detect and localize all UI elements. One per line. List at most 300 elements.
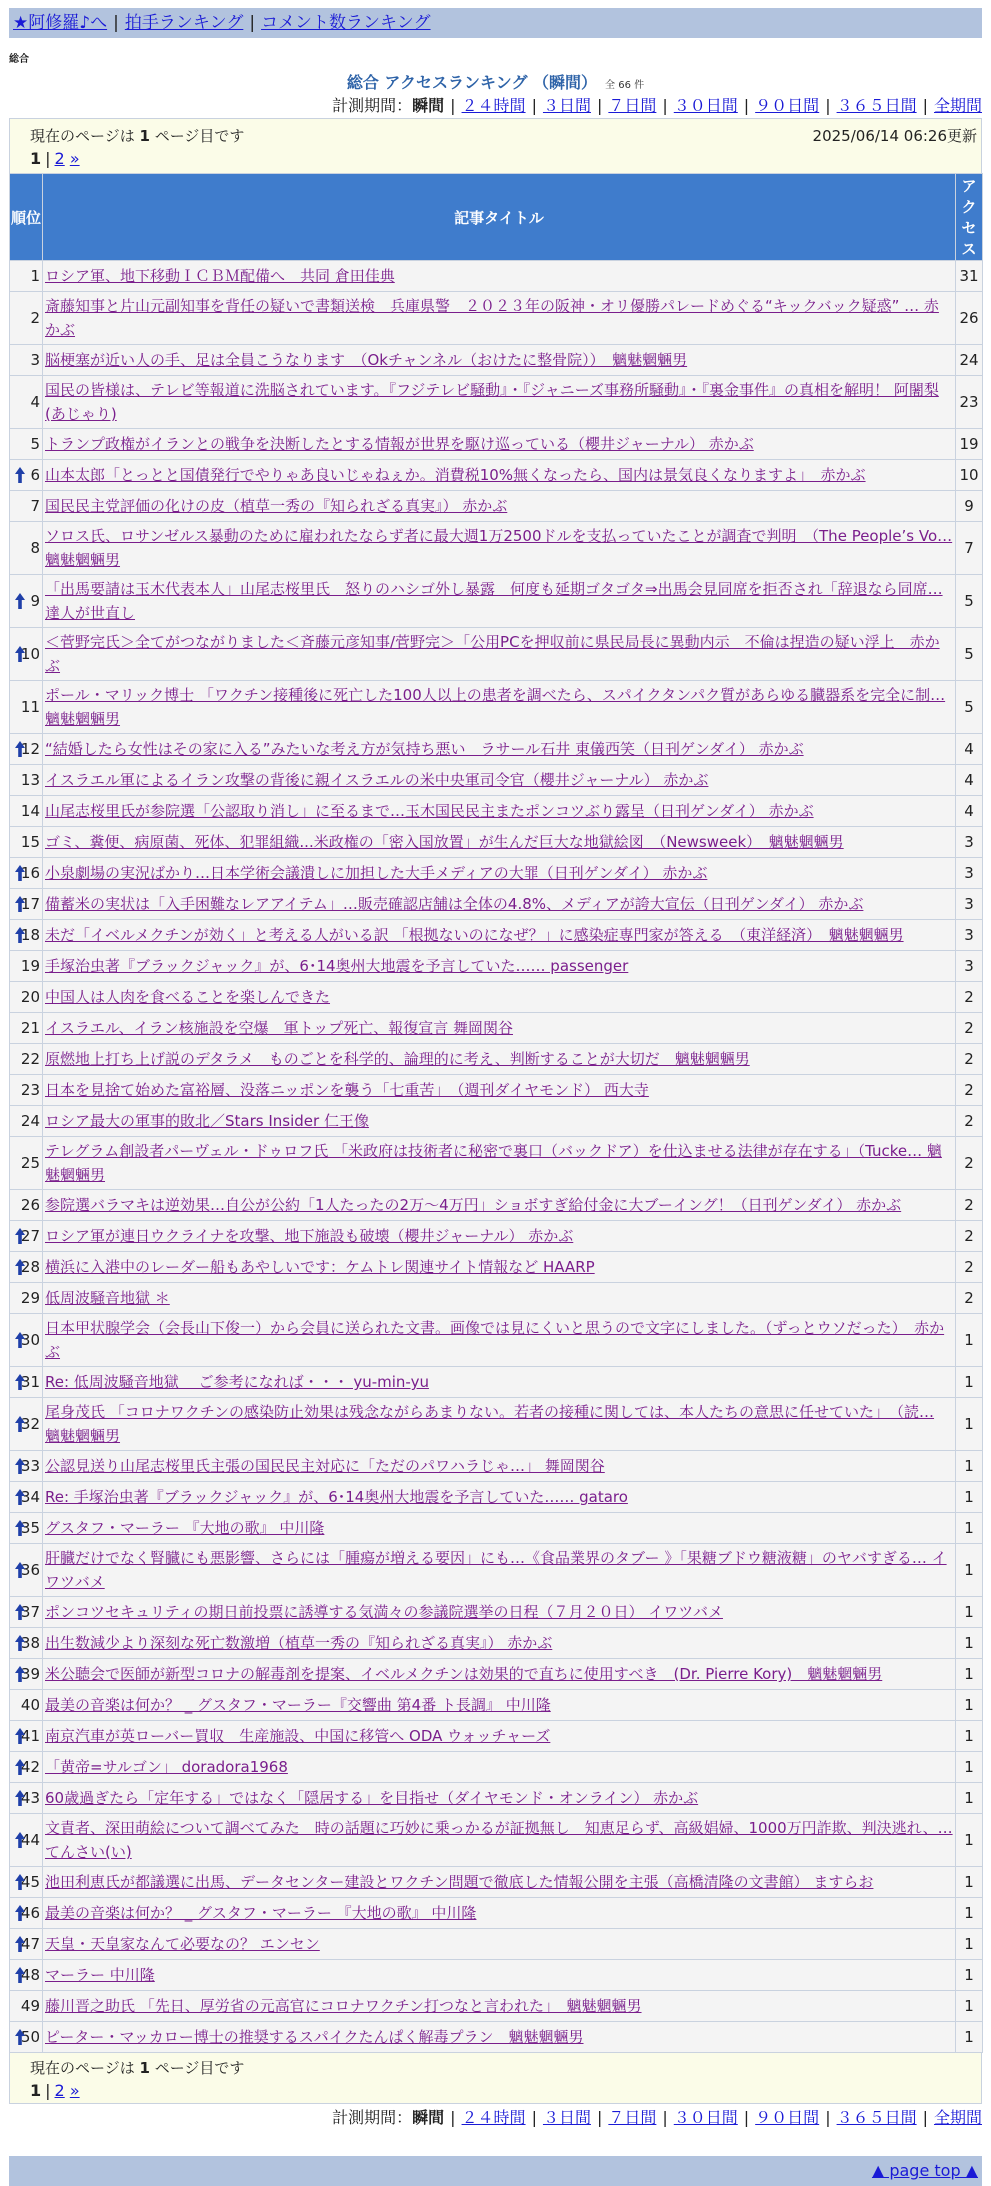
access-count: 3: [956, 889, 983, 920]
rank-cell: [10, 2022, 43, 2053]
rank-number: 13: [20, 771, 40, 789]
article-link[interactable]: 「出馬要請は玉木代表本人」山尾志桜里氏 怒りのハシゴ外し暴露 何度も延期ゴタゴタ⇒出馬会見同席を拒否され「辞退なら同席… 達人が世直し: [45, 580, 943, 622]
title-cell: [43, 1659, 956, 1690]
period-separator: |: [922, 2108, 928, 2127]
rank-number: 48: [20, 1966, 40, 1984]
rank-cell: [10, 1137, 43, 1190]
access-count: 3: [956, 920, 983, 951]
title-cell: [43, 734, 956, 765]
access-count: 1: [956, 1690, 983, 1721]
article-link[interactable]: 藤川晋之助氏 「先日、厚労省の元高官にコロナワクチン打つなと言われた」 魑魅魍魎男: [45, 1997, 642, 2015]
table-row: [10, 628, 983, 681]
rank-cell: [10, 1044, 43, 1075]
article-link[interactable]: 日本甲状腺学会（会長山下俊一）から会員に送られた文書。画像では見にくいと思うので文字にしました。（ずっとウソだった） 赤かぶ: [45, 1319, 945, 1361]
table-row: [10, 1482, 983, 1513]
title-cell: [43, 575, 956, 628]
article-link[interactable]: Re: 低周波騒音地獄 ご参考になれば・・・ yu-min-yu: [45, 1373, 429, 1391]
table-row: [10, 1513, 983, 1544]
article-link[interactable]: 60歳過ぎたら「定年する」ではなく「隠居する」を目指せ（ダイヤモンド・オンライン） 赤かぶ: [45, 1789, 699, 1807]
rank-number: 22: [20, 1050, 40, 1068]
table-row: [10, 982, 983, 1013]
rank-number: 12: [20, 740, 40, 758]
title-cell: [43, 1221, 956, 1252]
access-count: 2: [956, 1044, 983, 1075]
article-link[interactable]: 山尾志桜里氏が参院選「公認取り消し」に至るまで…玉木国民民主またポンコツぶり露呈（日刊ゲンダイ） 赤かぶ: [45, 802, 814, 820]
title-cell: [43, 1451, 956, 1482]
rank-cell: [10, 1221, 43, 1252]
title-cell: [43, 982, 956, 1013]
table-row: [10, 261, 983, 292]
title-cell: [43, 1252, 956, 1283]
rank-number: 46: [20, 1904, 40, 1922]
title-cell: [43, 1628, 956, 1659]
rank-cell: [10, 796, 43, 827]
table-row: [10, 292, 983, 345]
period-separator: |: [743, 96, 750, 115]
pager-page-2[interactable]: 2: [54, 2081, 65, 2100]
table-row: [10, 681, 983, 734]
rank-number: 32: [20, 1415, 40, 1433]
bottom-bar: [9, 2156, 982, 2186]
article-link[interactable]: 肝臓だけでなく腎臓にも悪影響、さらには「腫瘍が増える要因」にも…《食品業界のタブー 》「果糖ブドウ糖液糖」のヤバすぎる… イワツバメ: [45, 1549, 947, 1591]
title-cell: [43, 522, 956, 575]
table-row: [10, 1628, 983, 1659]
access-count: 2: [956, 1137, 983, 1190]
pager-page-2[interactable]: 2: [54, 149, 65, 168]
rank-cell: [10, 1075, 43, 1106]
access-count: 2: [956, 1013, 983, 1044]
rank-cell: [10, 1721, 43, 1752]
period-separator: |: [825, 96, 831, 115]
pager: 1 | 2 »: [30, 149, 80, 168]
comment-ranking-link[interactable]: コメント数ランキング: [261, 13, 431, 33]
nav-separator: |: [249, 13, 256, 33]
rank-cell: [10, 1597, 43, 1628]
period-separator: |: [596, 96, 603, 115]
table-row: [10, 1659, 983, 1690]
rank-number: 26: [20, 1196, 40, 1214]
title-cell: [43, 429, 956, 460]
table-row: [10, 1221, 983, 1252]
period-link-5[interactable]: ３６５日間: [836, 96, 917, 115]
table-row: [10, 1929, 983, 1960]
rank-number: 34: [20, 1488, 40, 1506]
rank-number: 19: [20, 957, 40, 975]
rank-number: 11: [20, 698, 40, 716]
rank-cell: [10, 1190, 43, 1221]
article-link[interactable]: 国民民主党評価の化けの皮（植草一秀の『知られざる真実』） 赤かぶ: [45, 497, 508, 515]
rank-up-arrow-icon: [14, 1831, 26, 1849]
rank-number: 7: [30, 497, 40, 515]
article-link[interactable]: 備蓄米の実状は「入手困難なレアアイテム」…販売確認店舗は全体の4.8%、メディアが誇大宣伝（日刊ゲンダイ） 赤かぶ: [45, 895, 864, 913]
period-link-2[interactable]: ７日間: [608, 96, 657, 115]
rank-up-arrow-icon: [14, 1904, 26, 1922]
period-separator: |: [662, 96, 668, 115]
rank-up-arrow-icon: [14, 1415, 26, 1433]
rank-number: 25: [20, 1154, 40, 1172]
rank-cell: [10, 1314, 43, 1367]
article-link[interactable]: 南京汽車が英ローバー買収 生産施設、中国に移管へ ODA ウォッチャーズ: [45, 1727, 551, 1745]
pager-next[interactable]: »: [69, 2081, 80, 2100]
rank-cell: [10, 1398, 43, 1451]
access-count: 1: [956, 1659, 983, 1690]
article-link[interactable]: ピーター・マッカロー博士の推奨するスパイクたんぱく解毒プラン 魑魅魍魎男: [45, 2028, 584, 2046]
table-row: [10, 827, 983, 858]
table-row: [10, 345, 983, 376]
access-count: 1: [956, 1482, 983, 1513]
access-count: 1: [956, 1814, 983, 1867]
article-link[interactable]: ポール・マリック博士 「ワクチン接種後に死亡した100人以上の患者を調べたら、スパイクタンパク質があらゆる臓器系を完全に制… 魑魅魍魎男: [45, 686, 946, 728]
table-row: [10, 1013, 983, 1044]
rank-cell: [10, 345, 43, 376]
article-link[interactable]: マーラー 中川隆: [45, 1966, 155, 1984]
rank-number: 9: [30, 592, 40, 610]
period-separator: |: [450, 2108, 456, 2127]
title-cell: [43, 1398, 956, 1451]
clap-ranking-link[interactable]: 拍手ランキング: [124, 13, 244, 33]
rank-number: 42: [20, 1758, 40, 1776]
rank-number: 2: [30, 309, 40, 327]
access-count: 1: [956, 1544, 983, 1597]
table-row: [10, 1137, 983, 1190]
page-info-box-bottom: [9, 2053, 982, 2104]
rank-number: 33: [20, 1457, 40, 1475]
table-row: [10, 491, 983, 522]
title-cell: [43, 1190, 956, 1221]
rank-number: 49: [20, 1997, 40, 2015]
table-row: [10, 1898, 983, 1929]
access-count: 4: [956, 796, 983, 827]
rank-number: 45: [20, 1873, 40, 1891]
rank-cell: [10, 1991, 43, 2022]
rank-number: 29: [20, 1289, 40, 1307]
period-link-3[interactable]: ３０日間: [673, 96, 738, 115]
rank-up-arrow-icon: [14, 926, 26, 944]
article-link[interactable]: 「黄帝=サルゴン」 doradora1968: [45, 1758, 288, 1776]
rank-number: 35: [20, 1519, 40, 1537]
rank-up-arrow-icon: [14, 1373, 26, 1391]
access-count: 2: [956, 1075, 983, 1106]
access-count: 3: [956, 827, 983, 858]
rank-cell: [10, 429, 43, 460]
access-count: 1: [956, 1451, 983, 1482]
article-link[interactable]: 中国人は人肉を食べることを楽しんできた: [45, 988, 331, 1006]
pager-current: 1: [30, 149, 42, 168]
period-separator: |: [450, 96, 456, 115]
article-link[interactable]: 横浜に入港中のレーダー船もあやしいです：ケムトレ関連サイト情報など HAARP: [45, 1258, 595, 1276]
rank-cell: [10, 1367, 43, 1398]
period-link-6[interactable]: 全期間: [933, 2108, 982, 2127]
article-link[interactable]: ロシア軍が連日ウクライナを攻撃、地下施設も破壊（櫻井ジャーナル） 赤かぶ: [45, 1227, 574, 1245]
rank-cell: [10, 1482, 43, 1513]
table-row: [10, 765, 983, 796]
rank-up-arrow-icon: [14, 1665, 26, 1683]
total-count: 全 66 件: [605, 80, 645, 91]
access-count: 4: [956, 765, 983, 796]
title-cell: [43, 765, 956, 796]
rank-up-arrow-icon: [14, 1603, 26, 1621]
article-link[interactable]: ロシア最大の軍事的敗北／Stars Insider 仁王像: [45, 1112, 369, 1130]
rank-number: 17: [20, 895, 40, 913]
title-cell: [43, 1960, 956, 1991]
period-label: 計測期間：: [332, 96, 413, 115]
rank-number: 47: [20, 1935, 40, 1953]
rank-up-arrow-icon: [14, 864, 26, 882]
article-link[interactable]: テレグラム創設者パーヴェル・ドゥロフ氏 「米政府は技術者に秘密で裏口（バックドア）を仕込ませる法律が存在する」（Tucke… 魑魅魍魎男: [45, 1142, 942, 1184]
table-row: [10, 889, 983, 920]
rank-cell: [10, 982, 43, 1013]
rank-number: 15: [20, 833, 40, 851]
rank-number: 31: [20, 1373, 40, 1391]
article-link[interactable]: ポンコツセキュリティの期日前投票に誘導する気満々の参議院選挙の日程（７月２０日） イワツバメ: [45, 1603, 723, 1621]
article-link[interactable]: 小泉劇場の実況ばかり…日本学術会議潰しに加担した大手メディアの大罪（日刊ゲンダイ） 赤かぶ: [45, 864, 708, 882]
rank-cell: [10, 292, 43, 345]
rank-number: 18: [20, 926, 40, 944]
ranking-table: [9, 173, 983, 2053]
rank-cell: [10, 1659, 43, 1690]
rank-number: 40: [20, 1696, 40, 1714]
article-link[interactable]: Re: 手塚治虫著『ブラックジャック』が、6･14奥州大地震を予言していた…… gataro: [45, 1488, 628, 1506]
rank-cell: [10, 858, 43, 889]
access-count: 24: [956, 345, 983, 376]
article-link[interactable]: ＜菅野完氏＞全てがつながりました＜斉藤元彦知事/菅野完＞「公用PCを押収前に県民局長に異動内示 不倫は捏造の疑い浮上 赤かぶ: [45, 633, 940, 675]
title-cell: [43, 951, 956, 982]
title-cell: [43, 345, 956, 376]
access-count: 23: [956, 376, 983, 429]
rank-cell: [10, 734, 43, 765]
title-cell: [43, 1898, 956, 1929]
rank-number: 50: [20, 2028, 40, 2046]
title-cell: [43, 1367, 956, 1398]
title-cell: [43, 1544, 956, 1597]
period-link-5[interactable]: ３６５日間: [836, 2108, 917, 2127]
article-link[interactable]: 最美の音楽は何か？ _ グスタフ・マーラー『交響曲 第4番 ト長調』 中川隆: [45, 1696, 551, 1714]
rank-up-arrow-icon: [14, 1457, 26, 1475]
rank-number: 4: [30, 393, 40, 411]
article-link[interactable]: 最美の音楽は何か？ _ グスタフ・マーラー 『大地の歌』 中川隆: [45, 1904, 477, 1922]
article-link[interactable]: 池田利恵氏が都議選に出馬、データセンター建設とワクチン問題で徹底した情報公開を主張（高橋清隆の文書館） ますらお: [45, 1873, 874, 1891]
title-cell: [43, 681, 956, 734]
table-row: [10, 1991, 983, 2022]
access-count: 1: [956, 1991, 983, 2022]
rank-number: 16: [20, 864, 40, 882]
updated-timestamp: 2025/06/14 06:26更新: [812, 127, 977, 145]
rank-number: 30: [20, 1331, 40, 1349]
access-count: 2: [956, 1190, 983, 1221]
article-link[interactable]: グスタフ・マーラー 『大地の歌』 中川隆: [45, 1519, 325, 1537]
article-link[interactable]: 脳梗塞が近い人の手、足は全員こうなります （Okチャンネル（おけたに整骨院）） 魑魅魍魎男: [45, 351, 688, 369]
table-row: [10, 1451, 983, 1482]
title-cell: [43, 1991, 956, 2022]
period-link-2[interactable]: ７日間: [608, 2108, 657, 2127]
home-link[interactable]: ★阿修羅♪へ: [13, 13, 108, 33]
title-cell: [43, 1597, 956, 1628]
rank-up-arrow-icon: [14, 1789, 26, 1807]
table-row: [10, 1867, 983, 1898]
table-row: [10, 376, 983, 429]
table-row: [10, 1367, 983, 1398]
period-selector: [9, 94, 982, 118]
rank-cell: [10, 920, 43, 951]
period-link-4[interactable]: ９０日間: [755, 96, 820, 115]
period-link-1[interactable]: ３日間: [542, 2108, 591, 2127]
period-separator: |: [922, 96, 928, 115]
rank-up-arrow-icon: [14, 1488, 26, 1506]
title-cell: [43, 376, 956, 429]
rank-cell: [10, 681, 43, 734]
article-link[interactable]: イスラエル軍によるイラン攻撃の背後に親イスラエルの米中央軍司令官（櫻井ジャーナル） 赤かぶ: [45, 771, 709, 789]
article-link[interactable]: 未だ「イベルメクチンが効く」と考える人がいる訳 「根拠ないのになぜ？」に感染症専門家が答える （東洋経済） 魑魅魍魎男: [45, 926, 904, 944]
rank-cell: [10, 522, 43, 575]
table-row: [10, 1752, 983, 1783]
rank-cell: [10, 1867, 43, 1898]
table-row: [10, 734, 983, 765]
table-row: [10, 1190, 983, 1221]
article-link[interactable]: 低周波騒音地獄 ＊: [45, 1289, 170, 1307]
article-link[interactable]: 尾身茂氏 「コロナワクチンの感染防止効果は残念ながらあまりない。若者の接種に関しては、本人たちの意思に任せていた」 （読… 魑魅魍魎男: [45, 1403, 935, 1445]
title-cell: [43, 292, 956, 345]
article-link[interactable]: 山本太郎「とっとと国債発行でやりゃあ良いじゃねぇか。消費税10%無くなったら、国内は景気良くなりますよ」 赤かぶ: [45, 466, 866, 484]
table-row: [10, 1283, 983, 1314]
rank-up-arrow-icon: [14, 466, 26, 484]
table-row: [10, 2022, 983, 2053]
period-separator: |: [825, 2108, 831, 2127]
title-cell: [43, 1283, 956, 1314]
rank-cell: [10, 261, 43, 292]
title-cell: [43, 858, 956, 889]
article-link[interactable]: ゴミ、糞便、病原菌、死体、犯罪組織...米政権の「密入国放置」が生んだ巨大な地獄絵図 （Newsweek） 魑魅魍魎男: [45, 833, 844, 851]
period-link-1[interactable]: ３日間: [542, 96, 591, 115]
page-top-link[interactable]: ▲ page top ▲: [871, 2161, 978, 2180]
article-link[interactable]: 日本を見捨て始めた富裕層、没落ニッポンを襲う「七重苦」 （週刊ダイヤモンド） 西大寺: [45, 1081, 649, 1099]
period-current: 瞬間: [412, 2108, 445, 2127]
rank-cell: [10, 460, 43, 491]
table-row: [10, 1783, 983, 1814]
access-count: 1: [956, 1929, 983, 1960]
access-count: 1: [956, 1721, 983, 1752]
table-row: [10, 1252, 983, 1283]
rank-number: 14: [20, 802, 40, 820]
title-cell: [43, 1783, 956, 1814]
nav-separator: |: [113, 13, 119, 33]
period-link-3[interactable]: ３０日間: [673, 2108, 738, 2127]
article-link[interactable]: 公認見送り山尾志桜里氏主張の国民民主対応に「ただのパワハラじゃ…」 舞岡関谷: [45, 1457, 605, 1475]
article-link[interactable]: トランプ政権がイランとの戦争を決断したとする情報が世界を駆け巡っている（櫻井ジャーナル） 赤かぶ: [45, 435, 754, 453]
rank-number: 23: [20, 1081, 40, 1099]
title-cell: [43, 1867, 956, 1898]
rank-cell: [10, 1451, 43, 1482]
table-row: [10, 1044, 983, 1075]
access-count: 1: [956, 1398, 983, 1451]
rank-number: 24: [20, 1112, 40, 1130]
table-row: [10, 1597, 983, 1628]
access-count: 2: [956, 982, 983, 1013]
table-row: [10, 460, 983, 491]
article-link[interactable]: 天皇・天皇家なんて必要なの？ エンセン: [45, 1935, 320, 1953]
table-row: [10, 1960, 983, 1991]
table-row: [10, 1314, 983, 1367]
access-count: 1: [956, 2022, 983, 2053]
period-link-6[interactable]: 全期間: [933, 96, 982, 115]
current-page-text-bottom: 現在のページは 1 ページ目です: [30, 2059, 245, 2077]
page-info-box: [9, 118, 982, 173]
table-row: [10, 522, 983, 575]
table-row: [10, 796, 983, 827]
period-separator: |: [596, 2108, 603, 2127]
article-link[interactable]: 原燃地上打ち上げ説のデタラメ ものごとを科学的、論理的に考え、判断することが大切だ 魑魅魍魎男: [45, 1050, 750, 1068]
rank-up-arrow-icon: [14, 1935, 26, 1953]
period-link-0[interactable]: ２４時間: [461, 2108, 526, 2127]
rank-cell: [10, 1283, 43, 1314]
article-link[interactable]: 米公聴会で医師が新型コロナの解毒剤を提案、イベルメクチンは効果的で直ちに使用すべき (Dr. Pierre Kory) 魑魅魍魎男: [45, 1665, 883, 1683]
article-link[interactable]: 出生数減少より深刻な死亡数激増（植草一秀の『知られざる真実』） 赤かぶ: [45, 1634, 553, 1652]
rank-up-arrow-icon: [14, 1227, 26, 1245]
article-link[interactable]: 国民の皆様は、テレビ等報道に洗脳されています。『フジテレビ騒動』・『ジャニーズ事務所騒動』・『裏金事件』の真相を解明！ 阿闍梨(あじゃり): [45, 381, 939, 423]
rank-cell: [10, 1690, 43, 1721]
rank-number: 38: [20, 1634, 40, 1652]
table-row: [10, 1398, 983, 1451]
rank-up-arrow-icon: [14, 1561, 26, 1579]
rank-up-arrow-icon: [14, 1258, 26, 1276]
period-separator: |: [662, 2108, 668, 2127]
rank-number: 20: [20, 988, 40, 1006]
rank-cell: [10, 1252, 43, 1283]
article-link[interactable]: “結婚したら女性はその家に入る”みたいな考え方が気持ち悪い ラサール石井 東儀西笑（日刊ゲンダイ） 赤かぶ: [45, 740, 804, 758]
rank-cell: [10, 1898, 43, 1929]
table-row: [10, 951, 983, 982]
rank-number: 21: [20, 1019, 40, 1037]
article-link[interactable]: ソロス氏、ロサンゼルス暴動のために雇われたならず者に最大週1万2500ドルを支払っていたことが調査で判明 （The People’s Vo… 魑魅魍魎男: [45, 527, 953, 569]
rank-number: 10: [20, 645, 40, 663]
article-link[interactable]: ロシア軍、地下移動ＩＣＢＭ配備へ 共同 倉田佳典: [45, 267, 395, 285]
pager-next[interactable]: »: [69, 149, 80, 168]
period-link-4[interactable]: ９０日間: [755, 2108, 820, 2127]
rank-number: 36: [20, 1561, 40, 1579]
rank-cell: [10, 1814, 43, 1867]
article-link[interactable]: 斎藤知事と片山元副知事を背任の疑いで書類送検 兵庫県警 ２０２３年の阪神・オリ優勝パレードめぐる“キックバック疑惑” … 赤かぶ: [45, 297, 939, 339]
title-cell: [43, 827, 956, 858]
rank-cell: [10, 1628, 43, 1659]
title-cell: [43, 628, 956, 681]
title-cell: [43, 491, 956, 522]
rank-up-arrow-icon: [14, 1634, 26, 1652]
rank-number: 5: [30, 435, 40, 453]
title-cell: [43, 1314, 956, 1367]
rank-up-arrow-icon: [14, 645, 26, 663]
col-header-title: 記事タイトル: [43, 174, 956, 261]
article-link[interactable]: 手塚治虫著『ブラックジャック』が、6･14奥州大地震を予言していた…… passenger: [45, 957, 629, 975]
article-link[interactable]: 文責者、深田萌絵について調べてみた 時の話題に巧妙に乗っかるが証拠無し 知恵足らず、高級娼婦、1000万円詐欺、判決逃れ、… てんさい(い): [45, 1819, 953, 1861]
article-link[interactable]: 参院選バラマキは逆効果…自公が公約「1人たったの2万〜4万円」ショボすぎ給付金に大ブーイング！（日刊ゲンダイ） 赤かぶ: [45, 1196, 902, 1214]
rank-cell: [10, 889, 43, 920]
rank-up-arrow-icon: [14, 895, 26, 913]
access-count: 1: [956, 1867, 983, 1898]
period-link-0[interactable]: ２４時間: [461, 96, 526, 115]
rank-cell: [10, 951, 43, 982]
table-row: [10, 1544, 983, 1597]
rank-cell: [10, 1013, 43, 1044]
rank-cell: [10, 1106, 43, 1137]
rank-cell: [10, 1783, 43, 1814]
rank-up-arrow-icon: [14, 740, 26, 758]
article-link[interactable]: イスラエル、イラン核施設を空爆 軍トップ死亡、報復宣言 舞岡関谷: [45, 1019, 513, 1037]
title-cell: [43, 1044, 956, 1075]
title-cell: [43, 1752, 956, 1783]
access-count: 3: [956, 858, 983, 889]
access-count: 7: [956, 522, 983, 575]
table-row: [10, 920, 983, 951]
rank-up-arrow-icon: [14, 2028, 26, 2046]
